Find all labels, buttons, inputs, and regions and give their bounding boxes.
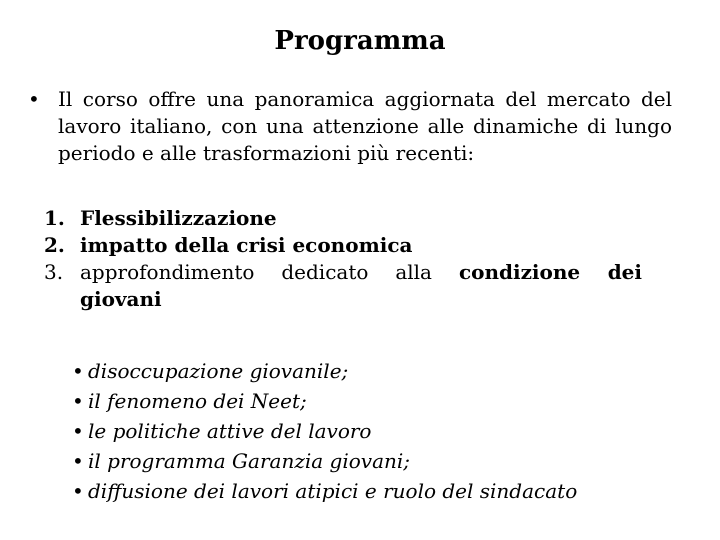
intro-bullet: •	[28, 87, 40, 111]
slide-title: Programma	[274, 26, 446, 56]
sub-item-garanzia-giovani	[72, 446, 652, 476]
sub-item-text: le politiche attive del lavoro	[88, 419, 372, 443]
item-text: Flessibilizzazione	[80, 206, 277, 230]
sub-bullet-list	[72, 356, 652, 506]
item-text: impatto della crisi economica	[80, 233, 413, 257]
item-number: 1.	[44, 206, 65, 230]
sub-item-text: il fenomeno dei Neet;	[88, 389, 307, 413]
numbered-item-impatto-crisi	[44, 232, 642, 259]
sub-item-text: il programma Garanzia giovani;	[88, 449, 411, 473]
sub-item-lavori-atipici	[72, 476, 652, 506]
bullet: •	[72, 449, 84, 473]
numbered-list	[44, 205, 642, 313]
intro-text: Il corso offre una panoramica aggiornata del mercato del lavoro italiano, con una attenzione alle dinamiche di lungo periodo e alle trasformazioni più recenti:	[58, 87, 672, 165]
numbered-item-flessibilizzazione	[44, 205, 642, 232]
item-number: 3.	[44, 260, 64, 284]
sub-item-politiche-attive	[72, 416, 652, 446]
sub-item-text: diffusione dei lavori atipici e ruolo del sindacato	[88, 479, 578, 503]
sub-item-neet	[72, 386, 652, 416]
item-text: approfondimento dedicato alla	[80, 260, 459, 284]
intro-paragraph	[28, 86, 672, 167]
bullet: •	[72, 389, 84, 413]
sub-item-text: disoccupazione giovanile;	[88, 359, 349, 383]
sub-item-disoccupazione	[72, 356, 652, 386]
bullet: •	[72, 359, 84, 383]
item-number: 2.	[44, 233, 65, 257]
bullet: •	[72, 419, 84, 443]
item-text-bold: condizione dei giovani	[80, 260, 642, 311]
numbered-item-condizione-giovani	[44, 259, 642, 313]
bullet: •	[72, 479, 84, 503]
